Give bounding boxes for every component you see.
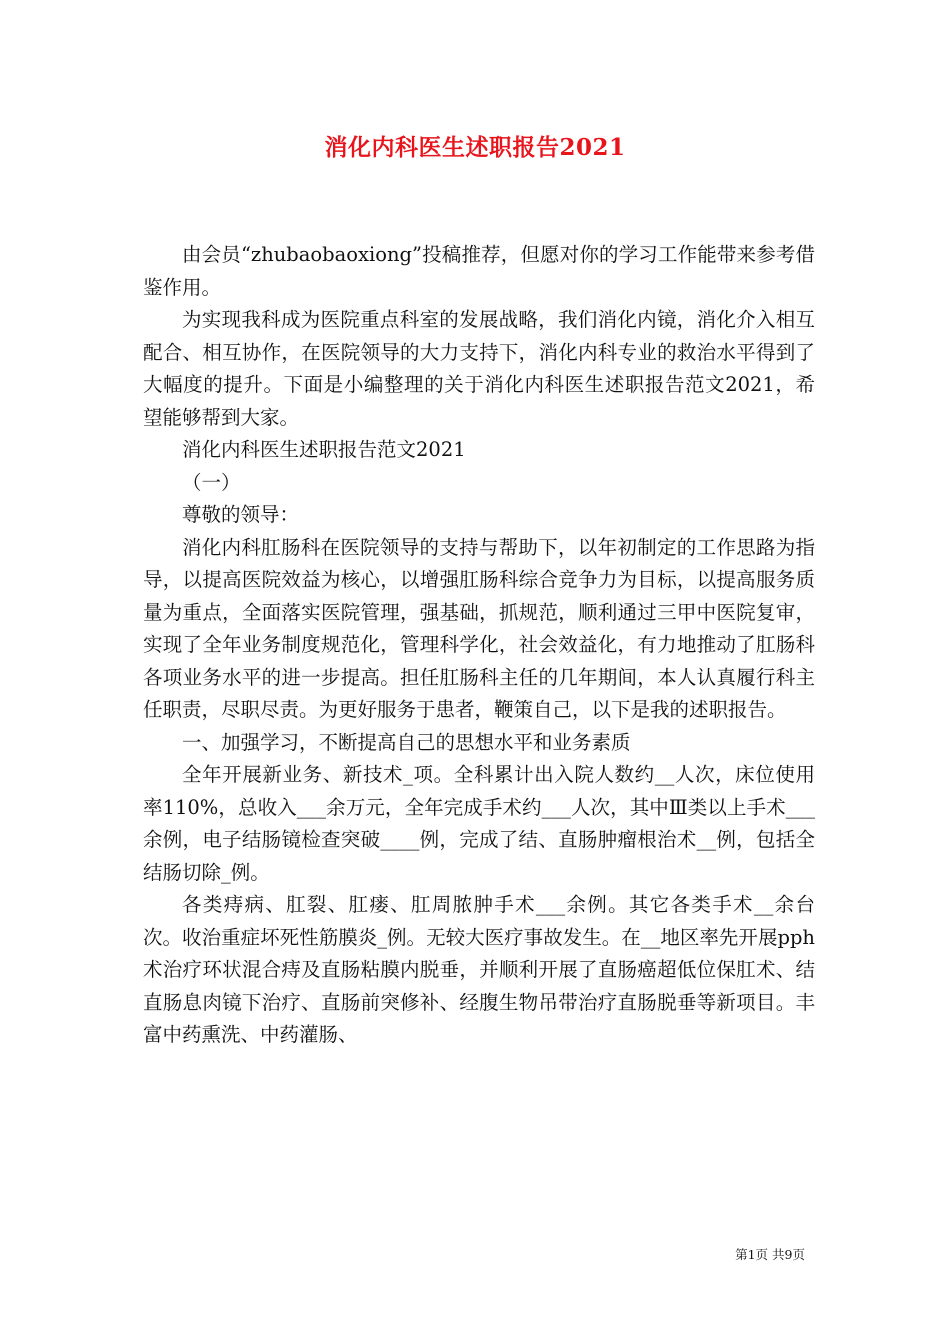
footer-suffix: 页 — [792, 1247, 805, 1262]
footer-total-pages: 9 — [784, 1247, 793, 1262]
footer-prefix: 第 — [735, 1247, 748, 1262]
paragraph-overview: 消化内科肛肠科在医院领导的支持与帮助下，以年初制定的工作思路为指导，以提高医院效益为核心，以增强肛肠科综合竞争力为目标，以提高服务质量为重点，全面落实医院管理，强基础，抓规范，顺利通过三甲中医院复审，实现了全年业务制度规范化，管理科学化，社会效益化，有力地推动了肛肠科各项业务水平的进一步提高。担任肛肠科主任的几年期间，本人认真履行科主任职责，尽职尽责。为更好服务于患者，鞭策自己，以下是我的述职报告。 — [143, 535, 815, 721]
document-title: 消化内科医生述职报告2021 — [324, 134, 626, 161]
paragraph-heading-1: 一、加强学习，不断提高自己的思想水平和业务素质 — [182, 730, 631, 754]
page-footer — [735, 1246, 805, 1264]
paragraph-intro: 由会员“zhubaobaoxiong”投稿推荐，但愿对你的学习工作能带来参考借鉴作用。 — [143, 243, 815, 299]
paragraph-section-number: （一） — [182, 470, 241, 494]
paragraph-salutation: 尊敬的领导： — [182, 503, 300, 526]
paragraph-subtitle: 消化内科医生述职报告范文2021 — [182, 438, 466, 461]
paragraph-purpose: 为实现我科成为医院重点科室的发展战略，我们消化内镜，消化介入相互配合、相互协作，在医院领导的大力支持下，消化内科专业的救治水平得到了大幅度的提升。下面是小编整理的关于消化内科医生述职报告范文2021，希望能够帮到大家。 — [143, 308, 815, 429]
footer-mid: 页 共 — [755, 1247, 785, 1262]
paragraph-procedures: 各类痔病、肛裂、肛瘘、肛周脓肿手术___余例。其它各类手术__余台次。收治重症坏死性筋膜炎_例。无较大医疗事故发生。在__地区率先开展pph术治疗环状混合痔及直肠粘膜内脱垂，并顺利开展了直肠癌超低位保肛术、结直肠息肉镜下治疗、直肠前突修补、经腹生物吊带治疗直肠脱垂等新项目。丰富中药熏洗、中药灌肠、 — [143, 893, 815, 1046]
document-body — [143, 239, 815, 1052]
footer-current-page: 1 — [747, 1247, 756, 1262]
paragraph-statistics: 全年开展新业务、新技术_项。全科累计出入院人数约__人次，床位使用率110%，总收入___余万元，全年完成手术约___人次，其中Ⅲ类以上手术___余例，电子结肠镜检查突破____例，完成了结、直肠肿瘤根治术__例，包括全结肠切除_例。 — [143, 763, 815, 884]
